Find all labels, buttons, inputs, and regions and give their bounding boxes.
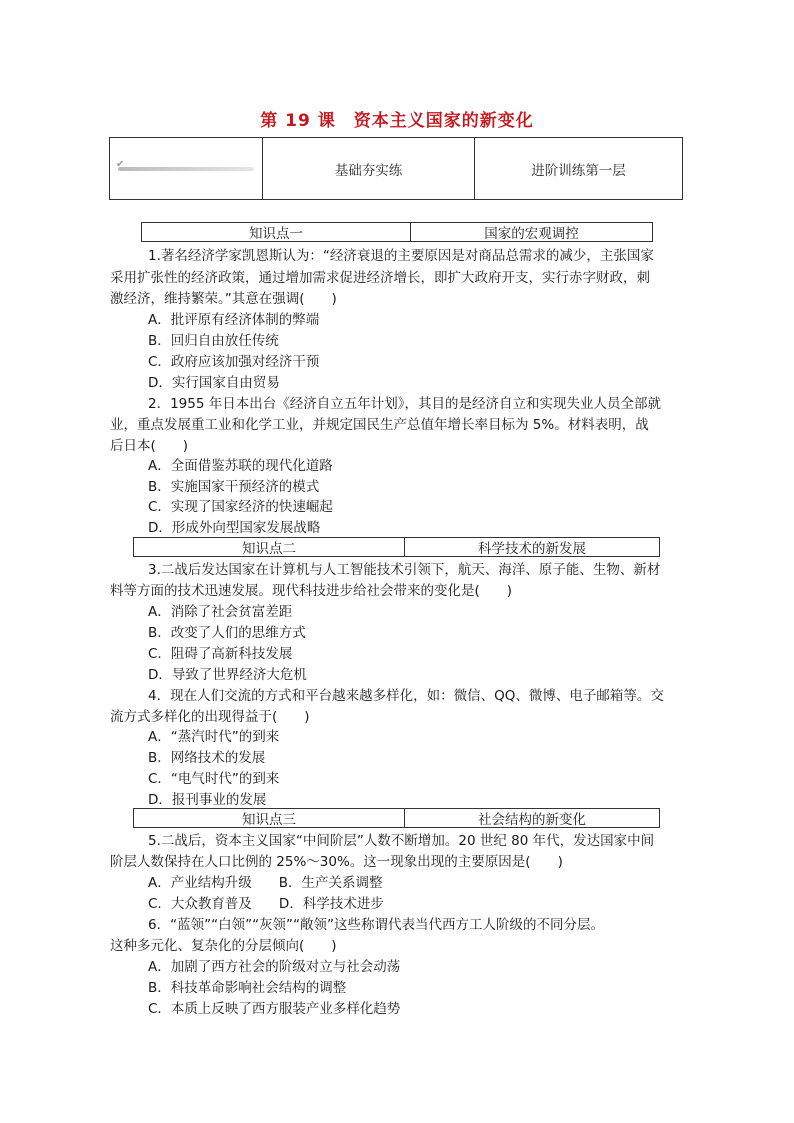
question-3-line: 料等方面的技术迅速发展。现代科技进步给社会带来的变化是( ): [110, 583, 513, 599]
question-1-line: 采用扩张性的经济政策，通过增加需求促进经济增长，即扩大政府开支，实行赤字财政，刺: [110, 270, 650, 286]
question-2-line: 业，重点发展重工业和化学工业，并规定国民生产总值年增长率目标为 5%。材料表明，战: [110, 417, 649, 433]
option: A．加剧了西方社会的阶级对立与社会动荡: [148, 959, 401, 975]
knowledge-point-3: [133, 808, 660, 828]
option: D．报刊事业的发展: [148, 792, 267, 808]
option: A．全面借鉴苏联的现代化道路: [148, 458, 333, 474]
option: B．改变了人们的思维方式: [148, 625, 306, 641]
header-basic: 基础夯实练: [263, 138, 475, 199]
header-table: [109, 137, 683, 200]
option: B．实施国家干预经济的模式: [148, 479, 320, 495]
option: C．“电气时代”的到来: [148, 771, 280, 787]
kp-topic: 科学技术的新发展: [478, 541, 586, 557]
option: C．大众教育普及 D．科学技术进步: [148, 896, 384, 912]
progress-logo-icon: ✔: [118, 167, 254, 171]
question-5-line: 阶层人数保持在人口比例的 25%～30%。这一现象出现的主要原因是( ): [110, 854, 563, 870]
option: A．消除了社会贫富差距: [148, 604, 293, 620]
option: A．产业结构升级 B．生产关系调整: [148, 875, 383, 891]
question-6-line: 这种多元化、复杂化的分层倾向( ): [110, 938, 337, 954]
kp-label: 知识点二: [134, 538, 405, 556]
page-title: 第 19 课 资本主义国家的新变化: [260, 111, 534, 131]
question-1-line: 1.著名经济学家凯恩斯认为：“经济衰退的主要原因是对商品总需求的减少，主张国家: [148, 248, 654, 264]
kp-topic: 国家的宏观调控: [484, 226, 579, 242]
question-6-line: 6．“蓝领”“白领”“灰领”“敞领”这些称谓代表当代西方工人阶级的不同分层。: [148, 917, 605, 933]
question-3-line: 3.二战后发达国家在计算机与人工智能技术引领下，航天、海洋、原子能、生物、新材: [148, 562, 661, 578]
question-4-line: 4．现在人们交流的方式和平台越来越多样化，如：微信、QQ、微博、电子邮箱等。交: [148, 688, 664, 704]
option: D．实行国家自由贸易: [148, 375, 280, 391]
logo-cell: [110, 138, 263, 199]
option: C．实现了国家经济的快速崛起: [148, 499, 333, 515]
question-1-line: 激经济，维持繁荣。”其意在强调( ): [110, 291, 337, 307]
kp-label: 知识点一: [142, 223, 411, 241]
question-2-line: 后日本( ): [110, 438, 189, 454]
option: C．阻碍了高新科技发展: [148, 646, 293, 662]
kp-label: 知识点三: [134, 809, 405, 827]
knowledge-point-1: [141, 222, 653, 242]
option: A．“蒸汽时代”的到来: [148, 729, 280, 745]
header-advanced: 进阶训练第一层: [531, 162, 626, 179]
question-5-line: 5.二战后，资本主义国家“中间阶层”人数不断增加。20 世纪 80 年代，发达国家中间: [148, 833, 655, 849]
option: D．导致了世界经济大危机: [148, 667, 307, 683]
option: D．形成外向型国家发展战略: [148, 520, 321, 536]
option: B．回归自由放任传统: [148, 333, 279, 349]
question-4-line: 流方式多样化的出现得益于( ): [110, 709, 310, 725]
option: B．科技革命影响社会结构的调整: [148, 980, 347, 996]
option: A．批评原有经济体制的弊端: [148, 312, 320, 328]
kp-topic: 社会结构的新变化: [478, 812, 586, 828]
option: B．网络技术的发展: [148, 750, 266, 766]
option: C．本质上反映了西方服装产业多样化趋势: [148, 1001, 401, 1017]
option: C．政府应该加强对经济干预: [148, 354, 320, 370]
question-2-line: 2．1955 年日本出台《经济自立五年计划》，其目的是经济自立和实现失业人员全部就: [148, 396, 661, 412]
knowledge-point-2: [133, 537, 660, 557]
